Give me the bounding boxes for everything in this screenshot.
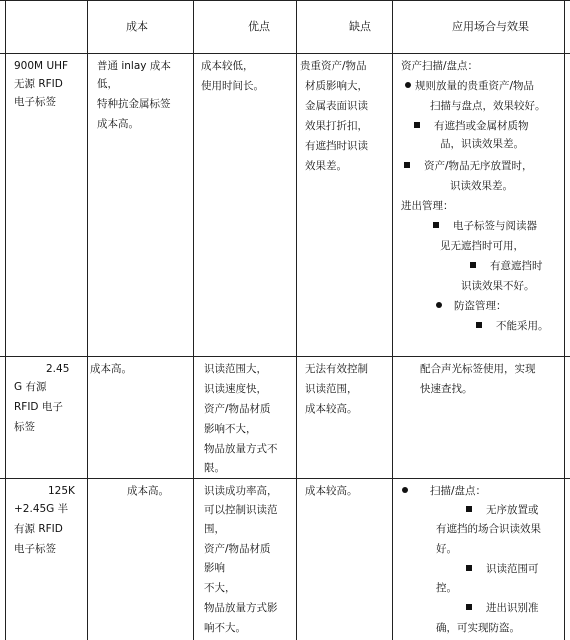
application-line: 识读效果差。 [450,180,513,192]
application-line: 有意遮挡时 [470,257,543,275]
cons-line: 效果打折扣， [305,120,368,132]
application-line: 控。 [436,582,457,594]
cons-line: 效果差。 [305,160,347,172]
row-name-line: 125K [48,485,75,497]
row-name-line: 900M UHF [14,60,69,72]
cost-line: 成本高。 [90,363,132,375]
application-line: 品，识读效果差。 [440,138,524,150]
application-line: 不能采用。 [476,317,549,335]
application-line: 识读范围可 [466,560,539,578]
row-name-line: 电子标签 [14,96,56,108]
pros-line: 影响不大， [204,423,257,435]
column-divider [193,0,194,640]
bullet-square-icon [414,122,420,128]
cons-line: 无法有效控制 [305,363,368,375]
cons-line: 有遮挡时识读 [305,140,368,152]
row-name-line: 2.45 [46,363,70,375]
table-border-left [5,0,6,640]
pros-line: 资产/物品材质 [204,403,271,415]
row-name-line: +2.45G 半 [14,503,69,515]
pros-line: 可以控制识读范 [204,504,278,516]
pros-line: 响不大。 [204,622,246,634]
pros-line: 成本较低， [201,60,254,72]
cost-line: 成本高。 [127,485,169,497]
application-line: 快速查找。 [420,383,473,395]
application-line: 确，可实现防盗。 [436,622,520,634]
pros-line: 限。 [204,462,225,474]
application-line: 进出识别准 [466,599,539,617]
cost-line: 低， [97,78,118,90]
bullet-square-icon [466,506,472,512]
application-line: 资产扫描/盘点： [401,60,479,72]
row-name-line: 无源 RFID [14,78,63,90]
pros-line: 不大， [204,582,236,594]
cost-line: 特种抗金属标签 [97,98,171,110]
cons-line: 识读范围， [305,383,358,395]
pros-line: 识读速度快， [204,383,267,395]
row-divider [0,356,570,357]
row-name-line: RFID 电子 [14,401,63,413]
row-divider [0,478,570,479]
application-line: 扫描/盘点： [402,482,486,500]
application-line: 好。 [436,543,457,555]
bullet-square-icon [404,162,410,168]
bullet-dot-icon [436,302,442,308]
cost-line: 成本高。 [97,118,139,130]
bullet-dot-icon [405,82,411,88]
application-line: 有遮挡的场合识读效果 [436,523,541,535]
row-name-line: 有源 RFID [14,523,63,535]
bullet-square-icon [466,604,472,610]
column-divider [87,0,88,640]
application-line: 电子标签与阅读器 [433,217,537,235]
pros-line: 影响 [204,562,225,574]
application-line: 识读效果不好。 [461,280,535,292]
row-name-line: 电子标签 [14,543,56,555]
bullet-square-icon [470,262,476,268]
application-line: 有遮挡或金属材质物 [414,117,529,135]
application-line: 资产/物品无序放置时， [404,157,533,175]
bullet-dot-icon [402,487,408,493]
bullet-square-icon [476,322,482,328]
bullet-square-icon [433,222,439,228]
cons-line: 贵重资产/物品 [300,60,367,72]
pros-line: 识读成功率高， [204,485,278,497]
row-name-line: G 有源 [14,381,47,393]
header-application: 应用场合与效果 [452,20,529,33]
application-line: 见无遮挡时可用， [440,240,524,252]
application-line: 无序放置或 [466,501,539,519]
application-line: 防盗管理： [436,297,507,315]
pros-line: 物品放量方式影 [204,602,278,614]
pros-line: 使用时间长。 [201,80,264,92]
bullet-square-icon [466,565,472,571]
table-border-right [564,0,565,640]
cons-line: 成本较高。 [305,403,358,415]
header-cost: 成本 [126,20,148,33]
application-line: 规则放量的贵重资产/物品 [405,77,534,95]
column-divider [392,0,393,640]
header-pros: 优点 [248,20,270,33]
table-border-top [0,0,570,1]
pros-line: 资产/物品材质 [204,543,271,555]
row-divider [0,53,570,54]
cons-line: 金属表面识读 [305,100,368,112]
cons-line: 材质影响大， [305,80,368,92]
column-divider [296,0,297,640]
application-line: 配合声光标签使用，实现 [420,363,536,375]
cost-line: 普通 inlay 成本 [97,60,171,72]
pros-line: 识读范围大， [204,363,267,375]
header-cons: 缺点 [349,20,371,33]
pros-line: 围， [204,523,225,535]
application-line: 进出管理： [401,200,454,212]
pros-line: 物品放量方式不 [204,443,278,455]
row-name-line: 标签 [14,421,35,433]
cons-line: 成本较高。 [305,485,358,497]
application-line: 扫描与盘点，效果较好。 [430,100,546,112]
